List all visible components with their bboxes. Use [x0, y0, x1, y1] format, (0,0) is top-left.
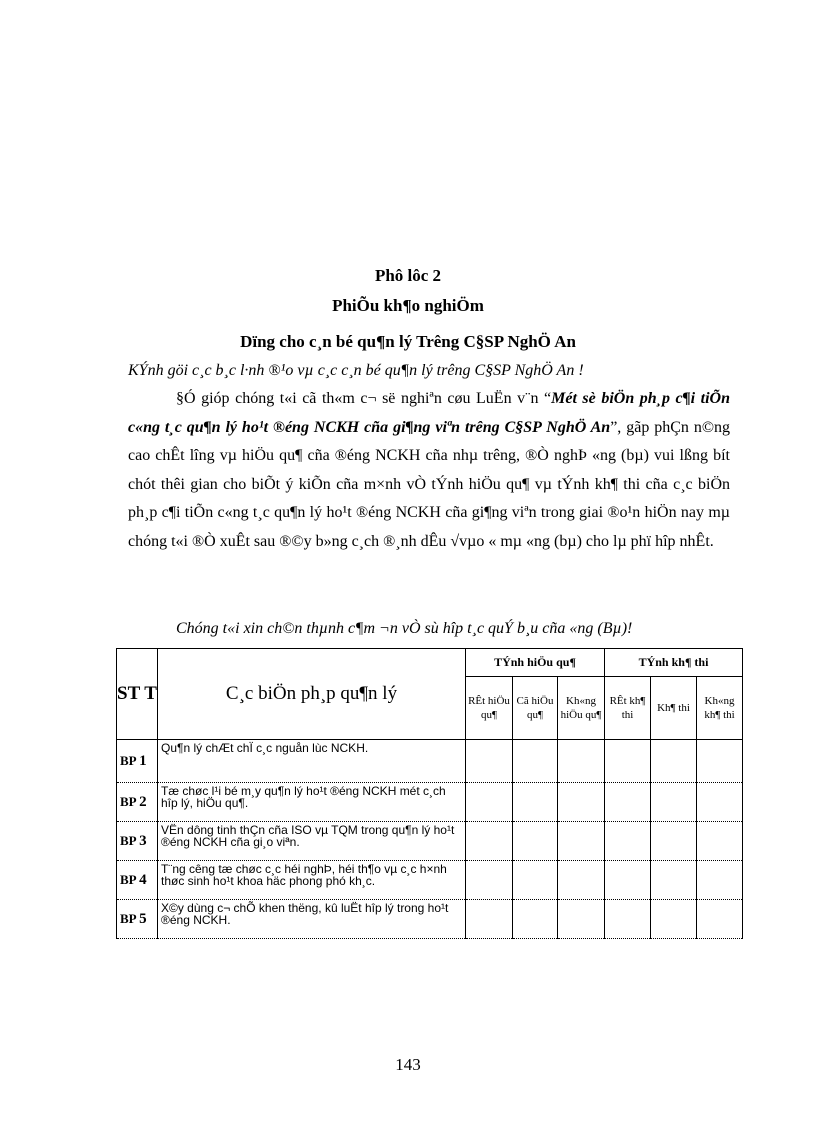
thanks-line: Chóng t«i xin ch©n thµnh c¶m ¬n vÒ sù hîp t¸c quÝ b¸u cña «ng (Bµ)! [176, 620, 633, 637]
measure-description: T¨ng cêng tæ chøc c¸c héi nghÞ, héi th¶o vµ c¸c h×nh thøc sinh ho¹t khoa häc phong phó kh¸c. [158, 861, 466, 900]
table-row [117, 861, 743, 900]
page-number: 143 [395, 1055, 421, 1074]
check-cell[interactable] [558, 861, 605, 900]
check-cell[interactable] [558, 740, 605, 783]
check-cell[interactable] [605, 861, 651, 900]
sub-header-very-feasible: RÊt kh¶ thi [605, 677, 651, 740]
check-cell[interactable] [697, 822, 743, 861]
row-label-number: 5 [139, 910, 147, 927]
body-text-intro: §Ó gióp chóng t«i cã th«m c¬ së nghiªn cøu LuËn v¨n “ [176, 390, 552, 407]
row-label [117, 861, 158, 900]
row-label [117, 822, 158, 861]
group-effectiveness-header: TÝnh hiÖu qu¶ [466, 649, 605, 677]
body-text-main: ”, gãp phÇn n©ng cao chÊt lîng vµ hiÖu qu¶ cña ®éng NCKH cña nhµ trêng, ®Ò nghÞ «ng (bµ) vui lßng bít chót thêi gian cho biÕt ý kiÕn cña m×nh vÒ tÝnh hiÖu qu¶ vµ tÝnh kh¶ thi cña c¸c biÖn ph¸p c¶i tiÕn c«ng t¸c qu¶n lý ho¹t ®éng NCKH cña gi¶ng viªn trong giai ®o¹n hiÖn nay mµ chóng t«i ®Ò xuÊt sau ®©y b»ng c¸ch ®¸nh dÊu √vµo « mµ «ng (bµ) cho lµ phï hîp nhÊt. [128, 418, 731, 550]
row-label-number: 1 [139, 752, 147, 769]
check-cell[interactable] [605, 783, 651, 822]
measure-description: Tæ chøc l¹i bé m¸y qu¶n lý ho¹t ®éng NCKH mét c¸ch hîp lý, hiÖu qu¶. [158, 783, 466, 822]
check-cell[interactable] [513, 861, 558, 900]
check-cell[interactable] [651, 900, 697, 939]
row-label [117, 740, 158, 783]
sub-header-feasible: Kh¶ thi [651, 677, 697, 740]
table-row [117, 740, 743, 783]
row-label-number: 3 [139, 832, 147, 849]
row-label-prefix: BP [120, 832, 136, 848]
col-measures-header: C¸c biÖn ph¸p qu¶n lý [158, 649, 466, 740]
row-label-number: 2 [139, 793, 147, 810]
check-cell[interactable] [651, 822, 697, 861]
sub-header-not-feasible: Kh«ng kh¶ thi [697, 677, 743, 740]
audience-line: Dïng cho c¸n bé qu¶n lý Trêng C§SP NghÖ An [240, 332, 576, 351]
check-cell[interactable] [605, 740, 651, 783]
row-label-prefix: BP [120, 752, 136, 768]
greeting: KÝnh göi c¸c b¸c l·nh ®¹o vµ c¸c c¸n bé qu¶n lý trêng C§SP NghÖ An ! [128, 362, 584, 379]
row-label-number: 4 [139, 871, 147, 888]
group-feasibility-header: TÝnh kh¶ thi [605, 649, 743, 677]
check-cell[interactable] [651, 861, 697, 900]
check-cell[interactable] [513, 740, 558, 783]
col-stt-header: ST T [117, 649, 158, 740]
sub-header-not-effective: Kh«ng hiÖu qu¶ [558, 677, 605, 740]
appendix-title: Phô lôc 2 [374, 266, 442, 285]
row-label-prefix: BP [120, 871, 136, 887]
check-cell[interactable] [697, 861, 743, 900]
check-cell[interactable] [697, 740, 743, 783]
check-cell[interactable] [466, 783, 513, 822]
check-cell[interactable] [513, 900, 558, 939]
table-row [117, 900, 743, 939]
measure-description: X©y dùng c¬ chÕ khen thëng, kû luËt hîp lý trong ho¹t ®éng NCKH. [158, 900, 466, 939]
check-cell[interactable] [466, 900, 513, 939]
check-cell[interactable] [466, 861, 513, 900]
check-cell[interactable] [697, 783, 743, 822]
check-cell[interactable] [558, 822, 605, 861]
sub-header-effective: Cã hiÖu qu¶ [513, 677, 558, 740]
check-cell[interactable] [605, 900, 651, 939]
sub-header-very-effective: RÊt hiÖu qu¶ [466, 677, 513, 740]
thesis-title: Mét sè biÖn ph¸p c¶i tiÕn c«ng t¸c qu¶n lý ho¹t ®éng NCKH cña gi¶ng viªn trêng C§SP NghÖ An [128, 390, 730, 436]
check-cell[interactable] [466, 740, 513, 783]
check-cell[interactable] [605, 822, 651, 861]
check-cell[interactable] [651, 740, 697, 783]
check-cell[interactable] [513, 783, 558, 822]
check-cell[interactable] [513, 822, 558, 861]
row-label-prefix: BP [120, 910, 136, 926]
check-cell[interactable] [558, 900, 605, 939]
measure-description: Qu¶n lý chÆt chÏ c¸c nguån lùc NCKH. [158, 740, 466, 783]
table-row [117, 783, 743, 822]
body-paragraph [128, 385, 730, 556]
survey-table [116, 648, 743, 939]
table-row [117, 822, 743, 861]
check-cell[interactable] [466, 822, 513, 861]
check-cell[interactable] [558, 783, 605, 822]
form-title: PhiÕu kh¶o nghiÖm [332, 296, 484, 315]
row-label-prefix: BP [120, 793, 136, 809]
row-label [117, 783, 158, 822]
row-label [117, 900, 158, 939]
check-cell[interactable] [697, 900, 743, 939]
measure-description: VËn dông tinh thÇn cña ISO vµ TQM trong qu¶n lý ho¹t ®éng NCKH cña gi¸o viªn. [158, 822, 466, 861]
check-cell[interactable] [651, 783, 697, 822]
